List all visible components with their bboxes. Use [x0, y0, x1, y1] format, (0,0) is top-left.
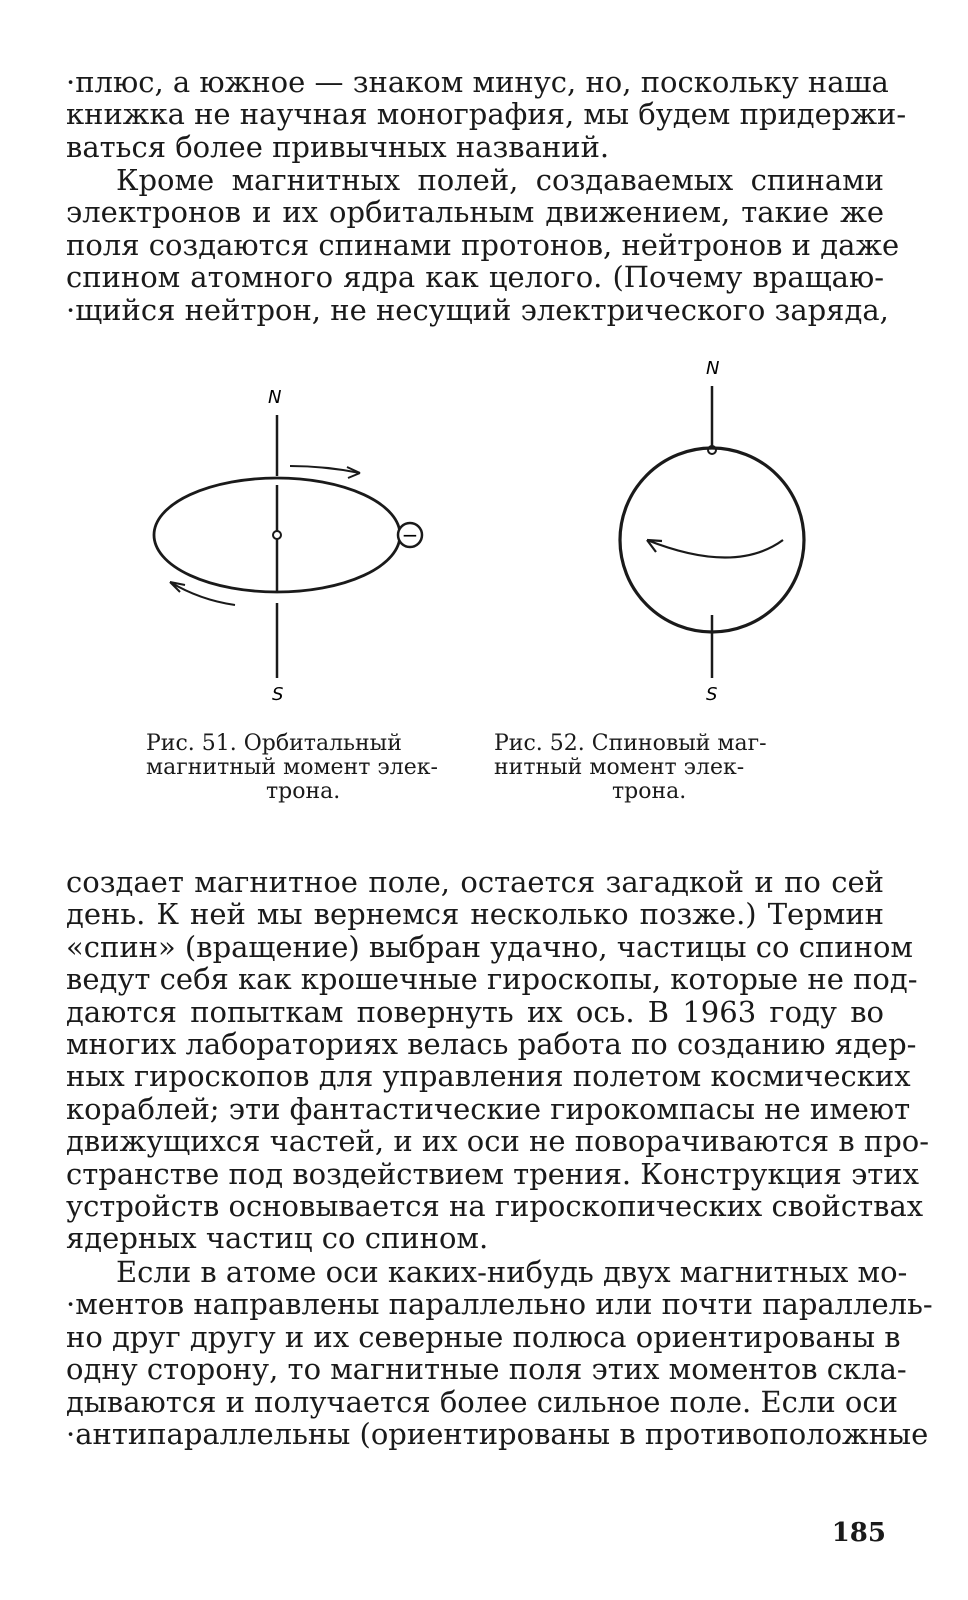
- text-line: движущихся частей, и их оси не поворачиваются в про-: [66, 1124, 930, 1159]
- text-line: ·плюс, а южное — знаком минус, но, поскольку наша: [66, 65, 889, 99]
- text-line: спином атомного ядра как целого. (Почему вращаю-: [66, 260, 884, 295]
- caption-line: магнитный момент элек-: [146, 755, 438, 780]
- text-line: ·антипараллельны (ориентированы в противоположные: [66, 1416, 929, 1451]
- text-line: книжка не научная монография, мы будем придержи-: [66, 97, 907, 132]
- text-line: странстве под воздействием трения. Конструкция этих: [66, 1156, 920, 1191]
- text-line: многих лабораториях велась работа по созданию ядер-: [66, 1026, 917, 1061]
- text-line: но друг другу и их северные полюса ориентированы в: [66, 1319, 901, 1354]
- figure-51-caption: [146, 732, 438, 804]
- text-line: Кроме магнитных полей, создаваемых спинами: [116, 163, 884, 197]
- paragraph-top: [66, 65, 907, 164]
- paragraph-second: [66, 163, 900, 327]
- text-line: одну сторону, то магнитные поля этих моментов скла-: [66, 1352, 907, 1387]
- page-number: 185: [831, 1518, 886, 1548]
- text-line: ·щийся нейтрон, не несущий электрического заряда,: [66, 292, 889, 327]
- electron-sign: −: [401, 523, 419, 547]
- text-line: кораблей; эти фантастические гирокомпасы не имеют: [66, 1091, 911, 1126]
- text-line: ваться более привычных названий.: [66, 129, 610, 164]
- north-pole-label: N: [706, 358, 720, 379]
- caption-line: нитный момент элек-: [494, 755, 745, 780]
- text-line: ·ментов направлены параллельно или почти параллель-: [66, 1287, 933, 1322]
- text-line: даются попыткам повернуть их ось. В 1963 году во: [66, 994, 884, 1029]
- text-line: ведут себя как крошечные гироскопы, которые не под-: [66, 962, 918, 997]
- south-pole-label: S: [272, 684, 284, 705]
- caption-line: трона.: [266, 779, 341, 804]
- caption-line: Рис. 52. Спиновый маг-: [494, 731, 767, 756]
- arrow-bottom: [170, 582, 235, 605]
- spin-arrow: [647, 540, 783, 558]
- text-line: устройств основывается на гироскопических свойствах: [66, 1188, 924, 1223]
- caption-line: трона.: [612, 779, 687, 804]
- paragraph-third: [66, 865, 930, 1256]
- text-line: создает магнитное поле, остается загадкой и по сей: [66, 865, 884, 899]
- arrow-top: [290, 466, 360, 473]
- figure-51-orbital-diagram: [140, 360, 440, 720]
- text-line: дываются и получается более сильное поле. Если оси: [66, 1384, 898, 1419]
- figure-52-caption: [494, 732, 767, 804]
- text-line: электронов и их орбитальным движением, такие же: [66, 195, 884, 230]
- figure-52-spin-diagram: [600, 350, 830, 720]
- text-line: Если в атоме оси каких-нибудь двух магнитных мо-: [116, 1255, 908, 1289]
- text-line: «спин» (вращение) выбран удачно, частицы со спином: [66, 929, 913, 964]
- nucleus-dot: [273, 531, 281, 539]
- north-pole-label: N: [268, 387, 282, 408]
- text-line: ных гироскопов для управления полетом космических: [66, 1059, 911, 1094]
- south-pole-label: S: [706, 684, 718, 705]
- caption-line: Рис. 51. Орбитальный: [146, 731, 402, 756]
- paragraph-fourth: [66, 1255, 933, 1451]
- text-line: ядерных частиц со спином.: [66, 1221, 489, 1256]
- text-line: поля создаются спинами протонов, нейтронов и даже: [66, 227, 900, 262]
- text-line: день. К ней мы вернемся несколько позже.) Термин: [66, 897, 884, 932]
